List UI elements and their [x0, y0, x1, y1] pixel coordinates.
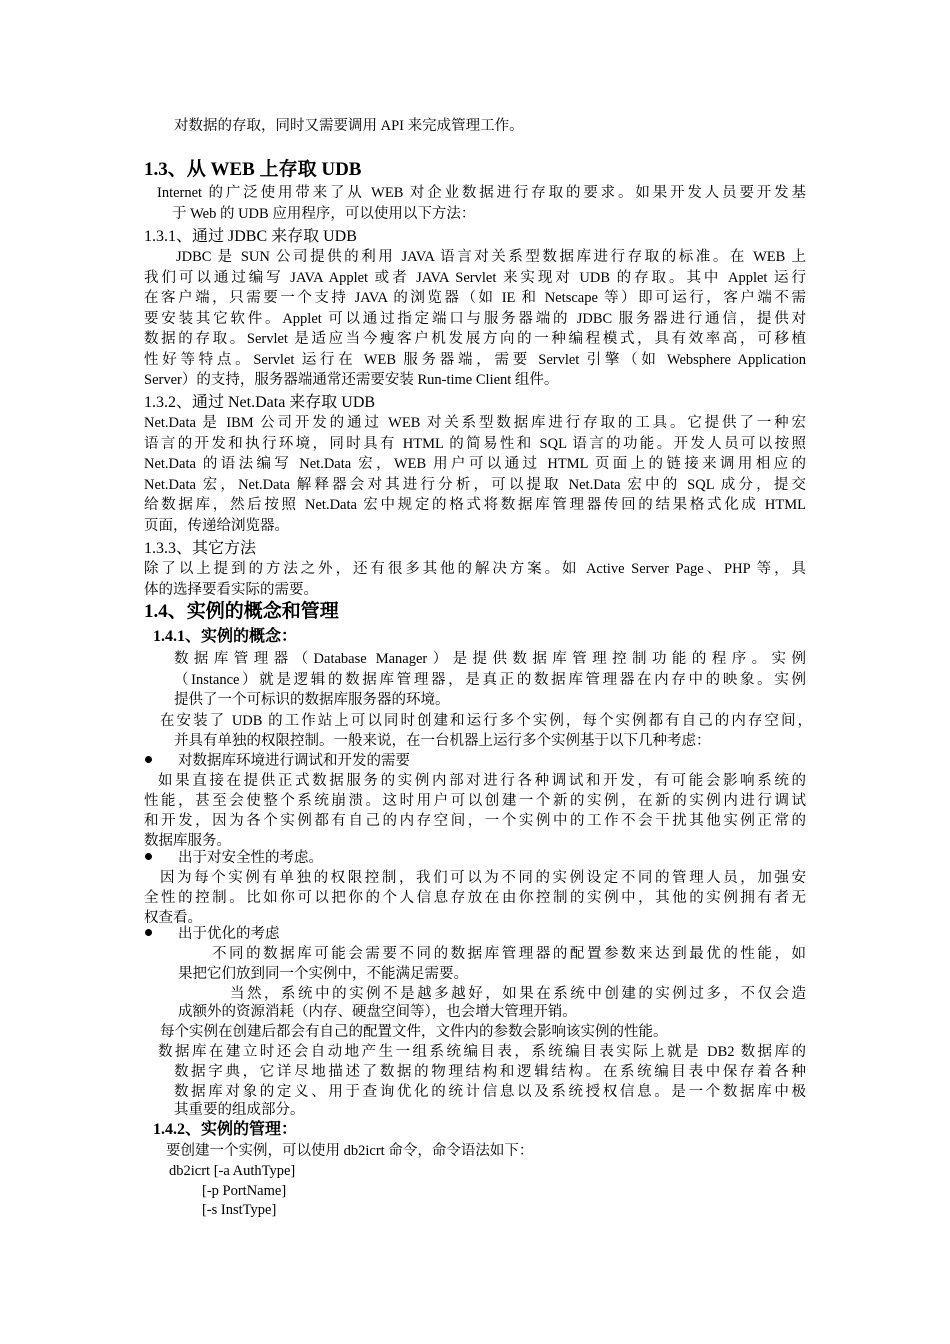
- text-line: 在安装了 UDB 的工作站上可以同时创建和运行多个实例，每个实例都有自己的内存空间，: [160, 713, 812, 729]
- code-line: [-p PortName]: [202, 1183, 287, 1199]
- text-line: 果把它们放到同一个实例中，不能满足需要。: [178, 966, 468, 982]
- text-line: 权查看。: [144, 910, 202, 926]
- bullet-icon: [145, 756, 152, 763]
- text-line: 和开发，因为各个实例都有自己的内存空间，一个实例中的工作不会干扰其他实例正常的: [144, 813, 806, 829]
- bullet-icon: [145, 853, 152, 860]
- text-line: 性能，甚至会使整个系统崩溃。这时用户可以创建一个新的实例，在新的实例内进行调试: [144, 793, 806, 809]
- text-line: 页面，传递给浏览器。: [144, 518, 289, 534]
- text-line: 我们可以通过编写 JAVA Applet 或者 JAVA Servlet 来实现对 UDB 的存取。其中 Applet 运行: [144, 270, 806, 286]
- text-line: 对数据的存取，同时又需要调用 API 来完成管理工作。: [174, 118, 524, 134]
- section-heading-1-4: 1.4、实例的概念和管理: [144, 601, 339, 622]
- text-line: 要安装其它软件。Applet 可以通过指定端口与服务器端的 JDBC 服务器进行通信，提供对: [144, 311, 806, 327]
- text-line: 并具有单独的权限控制。一般来说，在一台机器上运行多个实例基于以下几种考虑：: [174, 733, 711, 749]
- text-line: 不同的数据库可能会需要不同的数据库管理器的配置参数来达到最优的性能，如: [212, 946, 806, 962]
- text-line: 语言的开发和执行环境，同时具有 HTML 的简易性和 SQL 语言的功能。开发人员可以按照: [144, 436, 806, 452]
- text-line: 数据库对象的定义、用于查询优化的统计信息以及系统授权信息。是一个数据库中极: [174, 1084, 806, 1100]
- text-line: 给数据库，然后按照 Net.Data 宏中规定的格式将数据库管理器传回的结果格式化成 HTML: [144, 497, 806, 513]
- text-line: 因为每个实例有单独的权限控制，我们可以为不同的实例设定不同的管理人员，加强安: [160, 870, 806, 886]
- text-line: 其重要的组成部分。: [174, 1102, 305, 1118]
- subsection-heading-1-4-1: 1.4.1、实例的概念：: [153, 628, 298, 645]
- text-line: 成额外的资源消耗（内存、硬盘空间等），也会增大管理开销。: [178, 1004, 577, 1020]
- text-line: 数据的存取。Servlet 是适应当今瘦客户机发展方向的一种编程模式，具有效率高，可移植: [144, 331, 806, 347]
- bullet-item: 出于优化的考虑: [178, 926, 280, 942]
- subsection-heading-1-3-2: 1.3.2、通过 Net.Data 来存取 UDB: [144, 394, 376, 411]
- text-line: （Instance）就是逻辑的数据库管理器，是真正的数据库管理器在内存中的映象。实例: [174, 672, 806, 688]
- text-line: 数据库在建立时还会自动地产生一组系统编目表，系统编目表实际上就是 DB2 数据库的: [158, 1044, 806, 1060]
- code-line: [-s InstType]: [202, 1202, 277, 1218]
- text-line: 数据库服务。: [144, 833, 231, 849]
- text-line: 性好等特点。Servlet 运行在 WEB 服务器端，需要 Servlet 引擎（如 Websphere Application: [144, 352, 806, 368]
- text-line: 提供了一个可标识的数据库服务器的环境。: [174, 692, 450, 708]
- bullet-item: 出于对安全性的考虑。: [178, 850, 323, 866]
- bullet-item: 对数据库环境进行调试和开发的需要: [178, 753, 410, 769]
- subsection-heading-1-3-1: 1.3.1、通过 JDBC 来存取 UDB: [144, 228, 357, 245]
- text-line: 在客户端，只需要一个支持 JAVA 的浏览器（如 IE 和 Netscape 等）即可运行，客户端不需: [144, 290, 806, 306]
- section-heading-1-3: 1.3、从 WEB 上存取 UDB: [144, 159, 362, 180]
- text-line: 当然，系统中的实例不是越多越好，如果在系统中创建的实例过多，不仅会造: [230, 986, 806, 1002]
- text-line: Net.Data 是 IBM 公司开发的通过 WEB 对关系型数据库进行存取的工具。它提供了一种宏: [144, 415, 806, 431]
- text-line: 每个实例在创建后都会有自己的配置文件，文件内的参数会影响该实例的性能。: [160, 1024, 668, 1040]
- text-line: Internet 的广泛使用带来了从 WEB 对企业数据进行存取的要求。如果开发人员要开发基: [157, 185, 806, 201]
- subsection-heading-1-3-3: 1.3.3、其它方法: [144, 540, 257, 557]
- subsection-heading-1-4-2: 1.4.2、实例的管理：: [153, 1121, 298, 1138]
- bullet-icon: [145, 929, 152, 936]
- text-line: Server）的支持，服务器端通常还需要安装 Run-time Client 组件。: [144, 372, 559, 388]
- text-line: 除了以上提到的方法之外，还有很多其他的解决方案。如 Active Server Page、PHP 等，具: [144, 561, 806, 577]
- text-line: 如果直接在提供正式数据服务的实例内部对进行各种调试和开发，有可能会影响系统的: [158, 773, 806, 789]
- code-line: db2icrt [-a AuthType]: [169, 1163, 296, 1179]
- text-line: 要创建一个实例，可以使用 db2icrt 命令，命令语法如下：: [166, 1143, 534, 1159]
- text-line: Net.Data 的语法编写 Net.Data 宏，WEB 用户可以通过 HTML 页面上的链接来调用相应的: [144, 456, 806, 472]
- text-line: Net.Data 宏，Net.Data 解释器会对其进行分析，可以提取 Net.Data 宏中的 SQL 成分，提交: [144, 477, 806, 493]
- text-line: 数据库管理器（Database Manager）是提供数据库管理控制功能的程序。实例: [174, 651, 806, 667]
- text-line: 体的选择要看实际的需要。: [144, 582, 318, 598]
- text-line: 全性的控制。比如你可以把你的个人信息存放在由你控制的实例中，其他的实例拥有者无: [144, 890, 806, 906]
- text-line: JDBC 是 SUN 公司提供的利用 JAVA 语言对关系型数据库进行存取的标准。在 WEB 上: [176, 249, 806, 265]
- text-line: 于 Web 的 UDB 应用程序，可以使用以下方法：: [172, 206, 476, 222]
- text-line: 数据字典，它详尽地描述了数据的物理结构和逻辑结构。在系统编目表中保存着各种: [174, 1064, 806, 1080]
